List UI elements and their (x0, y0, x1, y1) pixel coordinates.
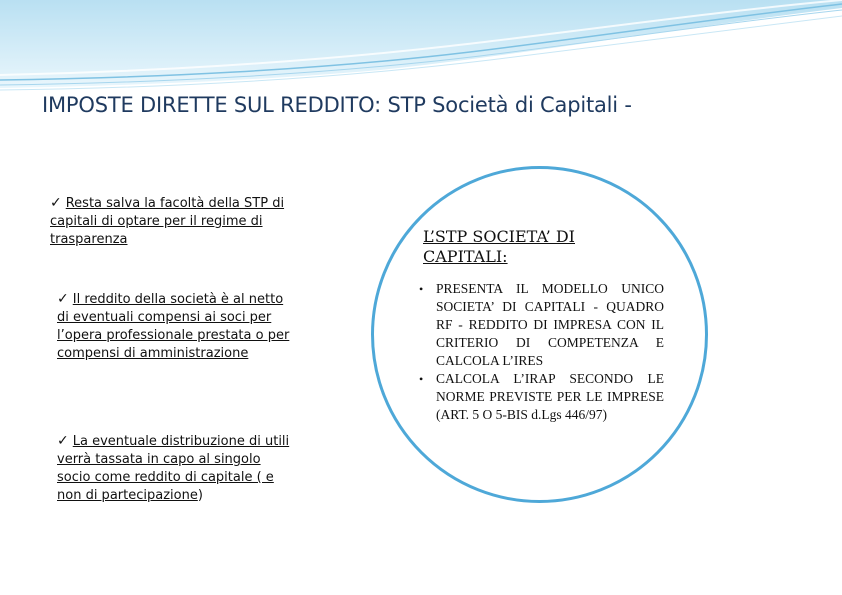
left-bullet-2 (57, 290, 292, 363)
list-item (418, 280, 664, 370)
list-item-text: CALCOLA L’IRAP SECONDO LE NORME PREVISTE PER LE IMPRESE (ART. 5 O 5-BIS d.Lgs 446/97) (436, 371, 664, 422)
left-bullet-3-text: La eventuale distribuzione di utili verrà tassata in capo al singolo socio come reddito di capitale ( e non di partecipazione (57, 434, 290, 503)
bullet-dot-icon: • (419, 282, 424, 296)
left-bullet-3-suffix: ) (197, 488, 203, 503)
left-bullet-3 (57, 432, 297, 505)
left-bullet-1-text: Resta salva la facoltà della STP di capitali di optare per il regime di trasparenza (50, 196, 285, 247)
checkmark-icon: ✓ (57, 291, 69, 307)
circle-list (418, 280, 664, 424)
left-bullet-1 (50, 194, 300, 249)
checkmark-icon: ✓ (50, 195, 62, 211)
page-title: IMPOSTE DIRETTE SUL REDDITO: STP Società di Capitali - (42, 93, 632, 117)
list-item-text: PRESENTA IL MODELLO UNICO SOCIETA’ DI CAPITALI - QUADRO RF - REDDITO DI IMPRESA CON IL CRITERIO DI COMPETENZA E CALCOLA L’IRES (436, 281, 664, 368)
left-bullet-2-text: Il reddito della società è al netto di eventuali compensi ai soci per l’opera professionale prestata o per compensi di amministrazione (57, 292, 290, 361)
circle-title: L’STP SOCIETA’ DI CAPITALI: (423, 227, 575, 266)
list-item (418, 370, 664, 424)
checkmark-icon: ✓ (57, 433, 69, 449)
header-wave-decoration (0, 0, 842, 95)
bullet-dot-icon: • (419, 372, 424, 386)
